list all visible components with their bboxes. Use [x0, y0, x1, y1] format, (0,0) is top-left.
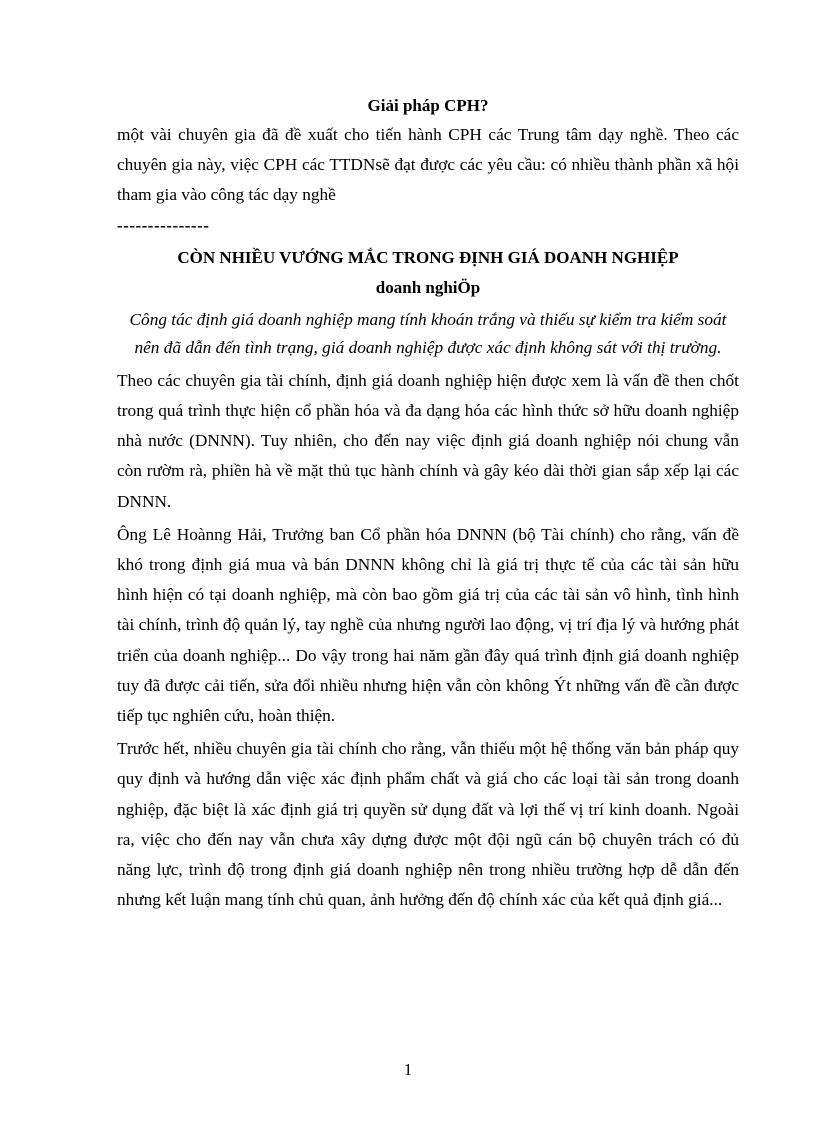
article-subtitle: doanh nghiÖp [375, 277, 481, 297]
page-number: 1 [403, 1060, 413, 1079]
intro-paragraph: một vài chuyên gia đã đề xuất cho tiến hành CPH các Trung tâm dạy nghề. Theo các chuyên gia này, việc CPH các TTDNsẽ đạt được các yêu cầu: có nhiều thành phần xã hội tham gia vào công tác dạy nghề [117, 125, 739, 205]
article-lede: Công tác định giá doanh nghiệp mang tính khoán trắng và thiếu sự kiểm tra kiểm soát nên đã dẫn đến tình trạng, giá doanh nghiệp được xác định không sát với thị trường. [129, 309, 727, 358]
article-title: CÒN NHIỀU VƯỚNG MẮC TRONG ĐỊNH GIÁ DOANH NGHIỆP [177, 247, 679, 267]
document-page [117, 93, 739, 915]
article-paragraph: Trước hết, nhiều chuyên gia tài chính cho rằng, vẫn thiếu một hệ thống văn bản pháp quy quy định và hướng dẫn việc xác định phẩm chất và giá cho các loại tài sản trong doanh nghiệp, đặc biệt là xác định giá trị quyền sử dụng đất và lợi thế vị trí kinh doanh. Ngoài ra, việc cho đến nay vẫn chưa xây dựng được một đội ngũ cán bộ chuyên trách có đủ năng lực, trình độ trong định giá doanh nghiệp nên trong nhiều trường hợp dễ dẫn đến nhưng kết luận mang tính chủ quan, ảnh hưởng đến độ chính xác của kết quả định giá... [117, 739, 739, 910]
article-paragraph: Ông Lê Hoànng Hải, Trưởng ban Cổ phần hóa DNNN (bộ Tài chính) cho rằng, vấn đề khó trong định giá mua và bán DNNN không chỉ là giá trị thực tế của các tài sản hữu hình hiện có tại doanh nghiệp, mà còn bao gồm giá trị của các tài sản vô hình, tình hình tài chính, trình độ quản lý, tay nghề của nhưng người lao động, vị trí địa lý và hướng phát triển của doanh nghiệp... Do vậy trong hai năm gần đây quá trình định giá doanh nghiệp tuy đã được cải tiến, sửa đổi nhiều nhưng hiện vẫn còn không Ýt những vấn đề cần được tiếp tục nghiên cứu, hoàn thiện. [117, 524, 739, 726]
section-heading: Giải pháp CPH? [367, 96, 489, 115]
divider-line: --------------- [117, 215, 210, 235]
article-title-block [117, 243, 739, 303]
article-paragraph: Theo các chuyên gia tài chính, định giá doanh nghiệp hiện được xem là vấn đề then chốt trong quá trình thực hiện cổ phần hóa và đa dạng hóa các hình thức sở hữu doanh nghiệp nhà nước (DNNN). Tuy nhiên, cho đến nay việc định giá doanh nghiệp nói chung vẫn còn rườm rà, phiền hà về mặt thủ tục hành chính và gây kéo dài thời gian sắp xếp lại các DNNN. [117, 370, 739, 511]
